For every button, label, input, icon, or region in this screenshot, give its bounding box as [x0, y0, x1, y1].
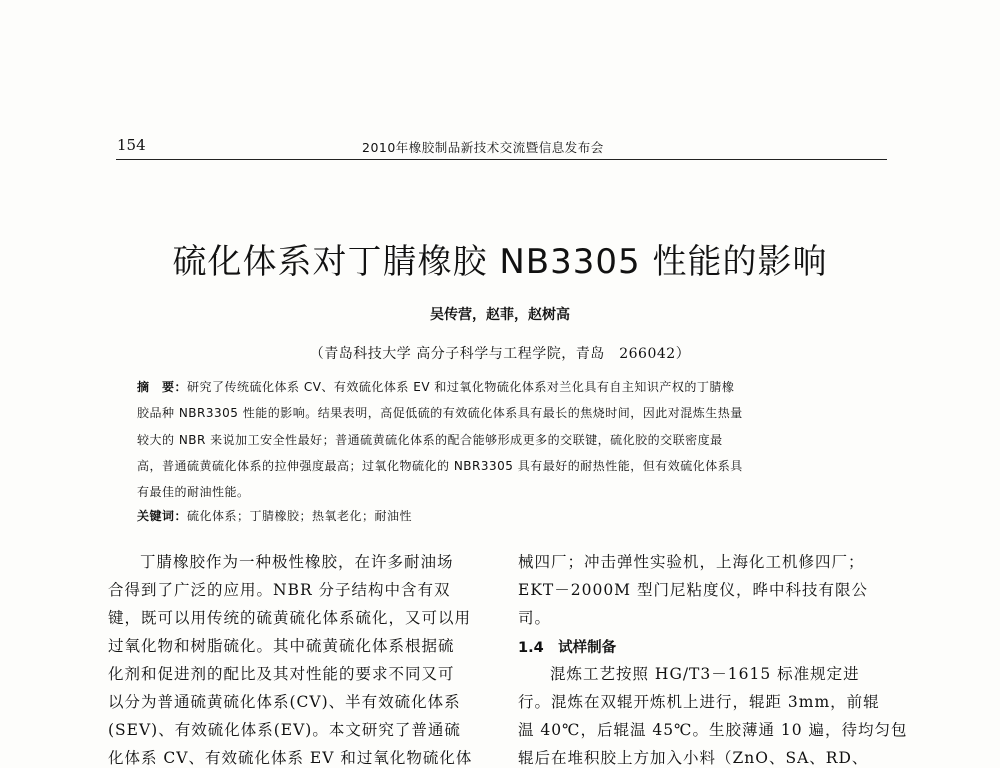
article-authors: 吴传营，赵菲，赵树高: [430, 307, 570, 323]
header-rule: [116, 159, 887, 160]
body-line: 合得到了广泛的应用。NBR 分子结构中含有双: [108, 581, 451, 599]
body-line: 化体系 CV、有效硫化体系 EV 和过氧化物硫化体: [108, 749, 473, 767]
body-line: 械四厂；冲击弹性实验机，上海化工机修四厂；: [518, 553, 865, 571]
section-heading: 1.4 试样制备: [518, 640, 617, 656]
body-line: 混炼工艺按照 HG/T3－1615 标准规定进: [550, 665, 860, 683]
body-line: (SEV)、有效硫化体系(EV)。本文研究了普通硫: [108, 721, 461, 739]
body-line: 化剂和促进剂的配比及其对性能的要求不同又可: [108, 665, 455, 683]
body-line: 温 40℃，后辊温 45℃。生胶薄通 10 遍，待均匀包: [518, 721, 908, 739]
keywords: [137, 507, 412, 524]
abstract-label: 摘 要：: [137, 380, 188, 394]
body-line: 以分为普通硫黄硫化体系(CV)、半有效硫化体系: [108, 693, 461, 711]
abstract-line: 胶品种 NBR3305 性能的影响。结果表明，高促低硫的有效硫化体系具有最长的焦烧时间，因此对混炼生热量: [137, 406, 743, 420]
body-line: 丁腈橡胶作为一种极性橡胶，在许多耐油场: [140, 553, 454, 571]
abstract-line: 有最佳的耐油性能。: [137, 485, 250, 499]
article-title: 硫化体系对丁腈橡胶 NB3305 性能的影响: [172, 242, 828, 282]
body-line: 辊后在堆积胶上方加入小料（ZnO、SA、RD、: [518, 749, 869, 767]
keywords-text: 硫化体系；丁腈橡胶；热氧老化；耐油性: [187, 509, 413, 523]
keywords-label: 关键词：: [137, 509, 188, 523]
abstract-line: 较大的 NBR 来说加工安全性最好；普通硫黄硫化体系的配合能够形成更多的交联键，硫化胶的交联密度最: [137, 433, 723, 447]
article-affiliation: （青岛科技大学 高分子科学与工程学院，青岛 266042）: [309, 346, 691, 362]
body-line: 键，既可以用传统的硫黄硫化体系硫化，又可以用: [108, 609, 472, 627]
running-header-title: 2010年橡胶制品新技术交流暨信息发布会: [362, 140, 604, 155]
page-number: 154: [117, 136, 146, 154]
body-line: 司。: [518, 609, 552, 627]
abstract-line: 高，普通硫黄硫化体系的拉伸强度最高；过氧化物硫化的 NBR3305 具有最好的耐热性能，但有效硫化体系具: [137, 459, 743, 473]
body-line: 过氧化物和树脂硫化。其中硫黄硫化体系根据硫: [108, 637, 455, 655]
abstract-line: 摘 要：研究了传统硫化体系 CV、有效硫化体系 EV 和过氧化物硫化体系对兰化具有自主知识产权的丁腈橡: [137, 380, 735, 394]
body-line: 行。混炼在双辊开炼机上进行，辊距 3mm，前辊: [518, 693, 880, 711]
body-line: EKT－2000M 型门尼粘度仪，晔中科技有限公: [518, 581, 868, 599]
